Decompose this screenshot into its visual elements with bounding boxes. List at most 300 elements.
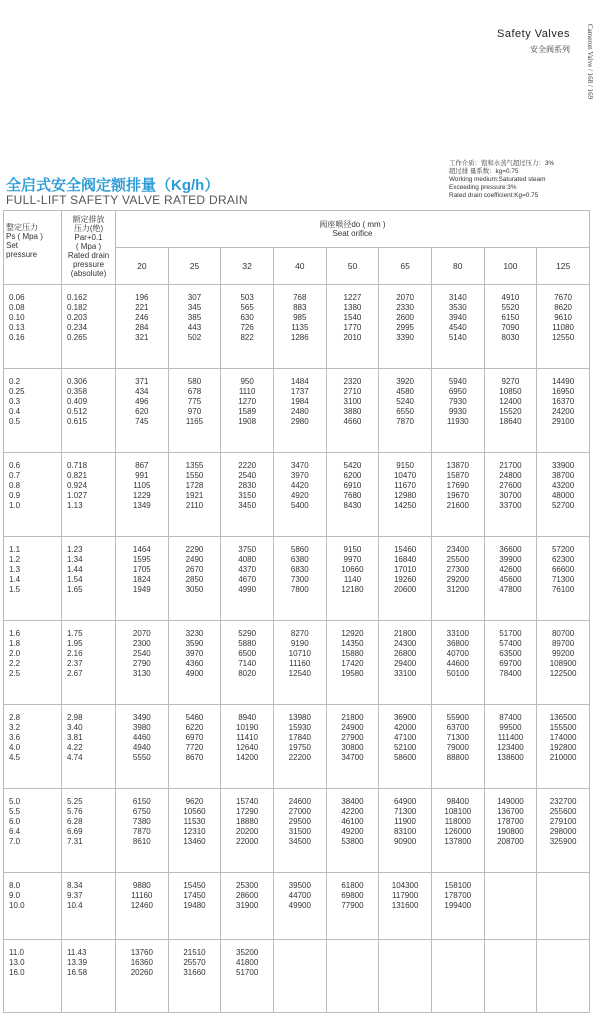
cell-value: 8.34 bbox=[67, 881, 83, 890]
cell-value: 19750 bbox=[288, 743, 311, 752]
cell-value: 190800 bbox=[497, 827, 524, 836]
table-cell bbox=[484, 705, 537, 789]
cell-value: 49200 bbox=[341, 827, 364, 836]
table-cell bbox=[431, 789, 484, 873]
cell-value: 4940 bbox=[132, 743, 151, 752]
cell-value: 17290 bbox=[236, 807, 259, 816]
cell-value: 678 bbox=[187, 387, 202, 396]
cell-value: 50100 bbox=[446, 669, 469, 678]
table-cell bbox=[431, 873, 484, 940]
cell-value: 33100 bbox=[393, 669, 417, 678]
table-cell bbox=[379, 453, 432, 537]
cell-value: 15520 bbox=[499, 407, 522, 416]
table-cell bbox=[273, 789, 326, 873]
cell-value: 4910 bbox=[501, 293, 520, 302]
pressure-group-row bbox=[4, 621, 590, 705]
table-cell bbox=[431, 537, 484, 621]
cell-value: 31500 bbox=[288, 827, 311, 836]
cell-value: 4.0 bbox=[9, 743, 21, 752]
cell-value: 42600 bbox=[499, 565, 522, 574]
cell-value: 9150 bbox=[396, 461, 414, 470]
note-line: 超过排 量系数：kg=0.75 bbox=[449, 168, 519, 175]
pressure-group-row bbox=[4, 285, 590, 369]
table-cell bbox=[273, 285, 326, 369]
cell-value: 10470 bbox=[393, 471, 417, 480]
cell-value: 1728 bbox=[185, 481, 204, 490]
cell-value: 443 bbox=[187, 323, 202, 332]
cell-value: 0.409 bbox=[67, 397, 88, 406]
cell-value: 4.22 bbox=[67, 743, 83, 752]
cell-value: 3940 bbox=[448, 313, 467, 322]
cell-value: 5420 bbox=[343, 461, 362, 470]
cell-value: 1.13 bbox=[67, 501, 83, 510]
cell-value: 1229 bbox=[132, 491, 151, 500]
table-cell bbox=[326, 453, 379, 537]
cell-value: 6970 bbox=[185, 733, 204, 742]
note-line: Working medium:Saturated steam bbox=[449, 176, 546, 183]
header-line: Par+0.1 bbox=[74, 233, 103, 242]
cell-value: 24200 bbox=[551, 407, 575, 416]
cell-value: 4920 bbox=[290, 491, 309, 500]
cell-value: 1140 bbox=[343, 575, 362, 584]
cell-value: 199400 bbox=[444, 901, 472, 910]
cell-value: 0.615 bbox=[67, 417, 88, 426]
cell-value: 16.0 bbox=[9, 968, 25, 977]
header-line: Rated drain bbox=[67, 251, 110, 260]
cell-value: 9930 bbox=[448, 407, 467, 416]
cell-value: 5.5 bbox=[9, 807, 21, 816]
cell-value: 19260 bbox=[393, 575, 417, 584]
cell-value: 580 bbox=[187, 377, 202, 386]
table-cell bbox=[537, 621, 590, 705]
cell-value: 33100 bbox=[446, 629, 469, 638]
cell-value: 0.182 bbox=[67, 303, 88, 312]
table-cell bbox=[431, 621, 484, 705]
cell-value: 158100 bbox=[444, 881, 472, 890]
cell-value: 6910 bbox=[343, 481, 362, 490]
cell-value: 64900 bbox=[393, 797, 417, 806]
cell-value: 1595 bbox=[132, 555, 151, 564]
cell-value: 1105 bbox=[133, 481, 151, 490]
cell-value: 1.1 bbox=[9, 545, 21, 554]
cell-value: 71300 bbox=[446, 733, 469, 742]
cell-value: 1540 bbox=[343, 313, 362, 322]
cell-value: 2010 bbox=[343, 333, 362, 342]
cell-value: 1.54 bbox=[67, 575, 83, 584]
cell-value: 192800 bbox=[549, 743, 577, 752]
header-line: (absolute) bbox=[70, 269, 107, 278]
table-cell bbox=[273, 537, 326, 621]
orifice-size-header: 125 bbox=[537, 248, 590, 285]
cell-value: 3150 bbox=[238, 491, 257, 500]
cell-value: 298000 bbox=[549, 827, 577, 836]
cell-value: 11.43 bbox=[67, 948, 87, 957]
cell-value: 1355 bbox=[185, 461, 204, 470]
cell-value: 991 bbox=[135, 471, 149, 480]
cell-value: 15450 bbox=[183, 881, 206, 890]
cell-value: 11160 bbox=[131, 891, 153, 900]
cell-value: 950 bbox=[240, 377, 254, 386]
cell-value: 13980 bbox=[288, 713, 311, 722]
cell-value: 45600 bbox=[499, 575, 522, 584]
cell-value: 137800 bbox=[444, 837, 472, 846]
cell-value: 1984 bbox=[290, 397, 309, 406]
cell-value: 1705 bbox=[132, 565, 151, 574]
cell-value: 8.0 bbox=[9, 881, 21, 890]
table-cell bbox=[62, 940, 116, 1013]
cell-value: 10.0 bbox=[9, 901, 25, 910]
cell-value: 7.31 bbox=[67, 837, 83, 846]
cell-value: 3140 bbox=[448, 293, 467, 302]
cell-value: 38400 bbox=[341, 797, 364, 806]
cell-value: 51700 bbox=[499, 629, 522, 638]
cell-value: 5400 bbox=[290, 501, 309, 510]
cell-value: 11.0 bbox=[9, 948, 24, 957]
cell-value: 31900 bbox=[236, 901, 259, 910]
cell-value: 23400 bbox=[446, 545, 469, 554]
table-cell bbox=[484, 453, 537, 537]
cell-value: 108100 bbox=[444, 807, 472, 816]
table-cell bbox=[273, 873, 326, 940]
table-cell bbox=[326, 621, 379, 705]
cell-value: 3470 bbox=[290, 461, 309, 470]
table-cell bbox=[273, 621, 326, 705]
cell-value: 9880 bbox=[132, 881, 151, 890]
table-title-cn: 全启式安全阀定额排量（Kg/h） bbox=[6, 177, 220, 194]
cell-value: 24300 bbox=[393, 639, 417, 648]
cell-value: 12310 bbox=[183, 827, 206, 836]
cell-value: 63700 bbox=[446, 723, 469, 732]
cell-value: 1270 bbox=[238, 397, 257, 406]
cell-value: 3.40 bbox=[67, 723, 83, 732]
cell-value: 10560 bbox=[183, 807, 206, 816]
table-cell bbox=[116, 369, 169, 453]
cell-value: 2670 bbox=[185, 565, 204, 574]
cell-value: 822 bbox=[240, 333, 254, 342]
cell-value: 6550 bbox=[396, 407, 414, 416]
table-cell bbox=[537, 940, 590, 1013]
cell-value: 4670 bbox=[238, 575, 257, 584]
cell-value: 970 bbox=[187, 407, 202, 416]
cell-value: 46100 bbox=[341, 817, 364, 826]
table-body bbox=[4, 285, 590, 1013]
cell-value: 3980 bbox=[132, 723, 151, 732]
table-cell bbox=[484, 285, 537, 369]
table-cell bbox=[168, 369, 221, 453]
orifice-size-header: 40 bbox=[273, 248, 326, 285]
cell-value: 8270 bbox=[290, 629, 309, 638]
table-cell bbox=[537, 705, 590, 789]
cell-value: 48000 bbox=[551, 491, 575, 500]
cell-value: 17420 bbox=[341, 659, 364, 668]
cell-value: 4660 bbox=[343, 417, 362, 426]
cell-value: 1770 bbox=[343, 323, 362, 332]
cell-value: 0.25 bbox=[9, 387, 25, 396]
cell-value: 620 bbox=[135, 407, 149, 416]
cell-value: 31660 bbox=[183, 968, 206, 977]
cell-value: 25500 bbox=[446, 555, 469, 564]
header-line: 整定压力 bbox=[6, 223, 38, 232]
cell-value: 35200 bbox=[236, 948, 259, 957]
cell-value: 502 bbox=[187, 333, 202, 342]
cell-value: 2540 bbox=[238, 471, 257, 480]
cell-value: 385 bbox=[187, 313, 202, 322]
cell-value: 2330 bbox=[396, 303, 414, 312]
cell-value: 2.0 bbox=[9, 649, 21, 658]
table-cell bbox=[326, 705, 379, 789]
cell-value: 42000 bbox=[393, 723, 417, 732]
cell-value: 49900 bbox=[288, 901, 311, 910]
cell-value: 17690 bbox=[446, 481, 469, 490]
cell-value: 2.16 bbox=[67, 649, 83, 658]
header-title-en: Safety Valves bbox=[497, 28, 570, 40]
cell-value: 1.75 bbox=[67, 629, 83, 638]
cell-value: 8430 bbox=[343, 501, 362, 510]
cell-value: 2290 bbox=[185, 545, 204, 554]
cell-value: 30700 bbox=[499, 491, 522, 500]
cell-value: 307 bbox=[187, 293, 202, 302]
cell-value: 57200 bbox=[551, 545, 575, 554]
cell-value: 1921 bbox=[185, 491, 204, 500]
cell-value: 13870 bbox=[446, 461, 469, 470]
cell-value: 279100 bbox=[549, 817, 577, 826]
cell-value: 3.6 bbox=[9, 733, 21, 742]
cell-value: 630 bbox=[240, 313, 254, 322]
cell-value: 8020 bbox=[238, 669, 257, 678]
cell-value: 0.9 bbox=[9, 491, 21, 500]
cell-value: 3970 bbox=[185, 649, 204, 658]
cell-value: 39900 bbox=[499, 555, 522, 564]
cell-value: 7720 bbox=[185, 743, 204, 752]
table-cell bbox=[537, 873, 590, 940]
table-cell bbox=[116, 873, 169, 940]
cell-value: 51700 bbox=[236, 968, 259, 977]
table-cell bbox=[168, 621, 221, 705]
cell-value: 52700 bbox=[551, 501, 575, 510]
cell-value: 496 bbox=[135, 397, 149, 406]
cell-value: 1908 bbox=[238, 417, 257, 426]
cell-value: 985 bbox=[293, 313, 307, 322]
cell-value: 36900 bbox=[393, 713, 417, 722]
table-cell bbox=[484, 621, 537, 705]
cell-value: 15460 bbox=[393, 545, 417, 554]
table-cell bbox=[168, 537, 221, 621]
cell-value: 0.10 bbox=[9, 313, 25, 322]
cell-value: 9.0 bbox=[9, 891, 21, 900]
cell-value: 6750 bbox=[132, 807, 151, 816]
header-line: pressure bbox=[6, 250, 38, 259]
cell-value: 2320 bbox=[343, 377, 362, 386]
cell-value: 27600 bbox=[499, 481, 522, 490]
table-cell bbox=[379, 285, 432, 369]
cell-value: 27000 bbox=[288, 807, 311, 816]
table-cell bbox=[326, 285, 379, 369]
cell-value: 3590 bbox=[185, 639, 204, 648]
cell-value: 20260 bbox=[130, 968, 153, 977]
orifice-size-header: 80 bbox=[431, 248, 484, 285]
cell-value: 34500 bbox=[288, 837, 311, 846]
table-cell bbox=[4, 873, 62, 940]
cell-value: 2.37 bbox=[67, 659, 83, 668]
header-title-cn: 安全阀系列 bbox=[530, 45, 570, 54]
cell-value: 28600 bbox=[236, 891, 259, 900]
cell-value: 6830 bbox=[290, 565, 309, 574]
cell-value: 2850 bbox=[185, 575, 204, 584]
header-line: ( Mpa ) bbox=[75, 242, 102, 251]
cell-value: 78400 bbox=[499, 669, 522, 678]
cell-value: 18640 bbox=[499, 417, 522, 426]
cell-value: 57400 bbox=[499, 639, 522, 648]
orifice-size-header: 25 bbox=[168, 248, 221, 285]
cell-value: 19480 bbox=[183, 901, 206, 910]
cell-value: 0.6 bbox=[9, 461, 21, 470]
cell-value: 104300 bbox=[391, 881, 419, 890]
note-line: Exceeding pressure:3% bbox=[449, 184, 517, 191]
table-cell bbox=[431, 705, 484, 789]
table-cell bbox=[116, 705, 169, 789]
cell-value: 21700 bbox=[499, 461, 522, 470]
table-cell bbox=[62, 873, 116, 940]
table-cell bbox=[168, 453, 221, 537]
table-cell bbox=[431, 285, 484, 369]
cell-value: 0.358 bbox=[67, 387, 88, 396]
cell-value: 10850 bbox=[499, 387, 522, 396]
table-cell bbox=[537, 789, 590, 873]
cell-value: 7800 bbox=[290, 585, 309, 594]
rated-drain-table bbox=[3, 210, 590, 1013]
cell-value: 11080 bbox=[552, 323, 574, 332]
cell-value: 1.34 bbox=[67, 555, 83, 564]
cell-value: 44700 bbox=[288, 891, 311, 900]
table-cell bbox=[484, 369, 537, 453]
cell-value: 13.0 bbox=[9, 958, 25, 967]
cell-value: 208700 bbox=[497, 837, 524, 846]
table-cell bbox=[379, 873, 432, 940]
cell-value: 26800 bbox=[393, 649, 417, 658]
cell-value: 1.23 bbox=[67, 545, 83, 554]
cell-value: 126000 bbox=[444, 827, 472, 836]
cell-value: 0.4 bbox=[9, 407, 21, 416]
cell-value: 16.58 bbox=[67, 968, 88, 977]
cell-value: 2.98 bbox=[67, 713, 83, 722]
cell-value: 76100 bbox=[551, 585, 575, 594]
cell-value: 8610 bbox=[132, 837, 151, 846]
seat-orifice-header bbox=[116, 211, 590, 248]
cell-value: 4460 bbox=[132, 733, 151, 742]
cell-value: 5460 bbox=[185, 713, 204, 722]
table-cell bbox=[62, 453, 116, 537]
cell-value: 7670 bbox=[554, 293, 572, 302]
cell-value: 24900 bbox=[341, 723, 364, 732]
cell-value: 79000 bbox=[446, 743, 469, 752]
cell-value: 1380 bbox=[343, 303, 362, 312]
cell-value: 138600 bbox=[497, 753, 524, 762]
cell-value: 80700 bbox=[551, 629, 575, 638]
cell-value: 0.13 bbox=[9, 323, 25, 332]
table-cell bbox=[62, 369, 116, 453]
cell-value: 6380 bbox=[290, 555, 309, 564]
table-cell bbox=[379, 705, 432, 789]
cell-value: 0.718 bbox=[67, 461, 88, 470]
cell-value: 122500 bbox=[549, 669, 577, 678]
cell-value: 11410 bbox=[236, 733, 258, 742]
note-line: Rated drain coefficient:Kg=0.75 bbox=[449, 192, 539, 199]
cell-value: 4.74 bbox=[67, 753, 83, 762]
cell-value: 1165 bbox=[185, 417, 204, 426]
cell-value: 232700 bbox=[549, 797, 577, 806]
cell-value: 6.28 bbox=[67, 817, 83, 826]
table-cell bbox=[484, 537, 537, 621]
cell-value: 52100 bbox=[393, 743, 417, 752]
cell-value: 4080 bbox=[238, 555, 257, 564]
cell-value: 1349 bbox=[132, 501, 151, 510]
cell-value: 325900 bbox=[549, 837, 577, 846]
cell-value: 7870 bbox=[396, 417, 414, 426]
table-cell bbox=[326, 369, 379, 453]
cell-value: 0.16 bbox=[9, 333, 25, 342]
table-cell bbox=[4, 940, 62, 1013]
cell-value: 10190 bbox=[236, 723, 259, 732]
pressure-group-row bbox=[4, 705, 590, 789]
cell-value: 77900 bbox=[341, 901, 364, 910]
table-cell bbox=[379, 537, 432, 621]
cell-value: 12460 bbox=[130, 901, 153, 910]
cell-value: 6.0 bbox=[9, 817, 21, 826]
cell-value: 88800 bbox=[446, 753, 469, 762]
cell-value: 29100 bbox=[551, 417, 575, 426]
cell-value: 12180 bbox=[341, 585, 364, 594]
cell-value: 5520 bbox=[501, 303, 520, 312]
cell-value: 99200 bbox=[551, 649, 575, 658]
table-cell bbox=[221, 453, 274, 537]
cell-value: 2540 bbox=[132, 649, 151, 658]
cell-value: 39500 bbox=[288, 881, 311, 890]
cell-value: 4360 bbox=[185, 659, 204, 668]
orifice-size-header: 65 bbox=[379, 248, 432, 285]
cell-value: 1737 bbox=[290, 387, 309, 396]
cell-value: 221 bbox=[135, 303, 149, 312]
table-cell bbox=[379, 621, 432, 705]
table-cell bbox=[431, 369, 484, 453]
cell-value: 434 bbox=[135, 387, 149, 396]
cell-value: 0.2 bbox=[9, 377, 21, 386]
table-cell bbox=[4, 621, 62, 705]
cell-value: 3880 bbox=[343, 407, 362, 416]
header-line: 额定排放 bbox=[72, 215, 105, 224]
table-cell bbox=[273, 705, 326, 789]
cell-value: 321 bbox=[135, 333, 149, 342]
cell-value: 1.4 bbox=[9, 575, 21, 584]
cell-value: 0.08 bbox=[9, 303, 25, 312]
cell-value: 33900 bbox=[551, 461, 575, 470]
cell-value: 62300 bbox=[551, 555, 575, 564]
cell-value: 11900 bbox=[394, 817, 416, 826]
cell-value: 36800 bbox=[446, 639, 469, 648]
cell-value: 12550 bbox=[551, 333, 575, 342]
orifice-size-header: 32 bbox=[221, 248, 274, 285]
cell-value: 123400 bbox=[497, 743, 524, 752]
cell-value: 503 bbox=[240, 293, 254, 302]
cell-value: 4580 bbox=[396, 387, 414, 396]
table-cell bbox=[221, 285, 274, 369]
cell-value: 0.306 bbox=[67, 377, 88, 386]
cell-value: 1.6 bbox=[9, 629, 21, 638]
pressure-group-row bbox=[4, 789, 590, 873]
cell-value: 3.2 bbox=[9, 723, 21, 732]
cell-value: 1135 bbox=[291, 323, 309, 332]
table-cell bbox=[221, 705, 274, 789]
cell-value: 98400 bbox=[446, 797, 469, 806]
